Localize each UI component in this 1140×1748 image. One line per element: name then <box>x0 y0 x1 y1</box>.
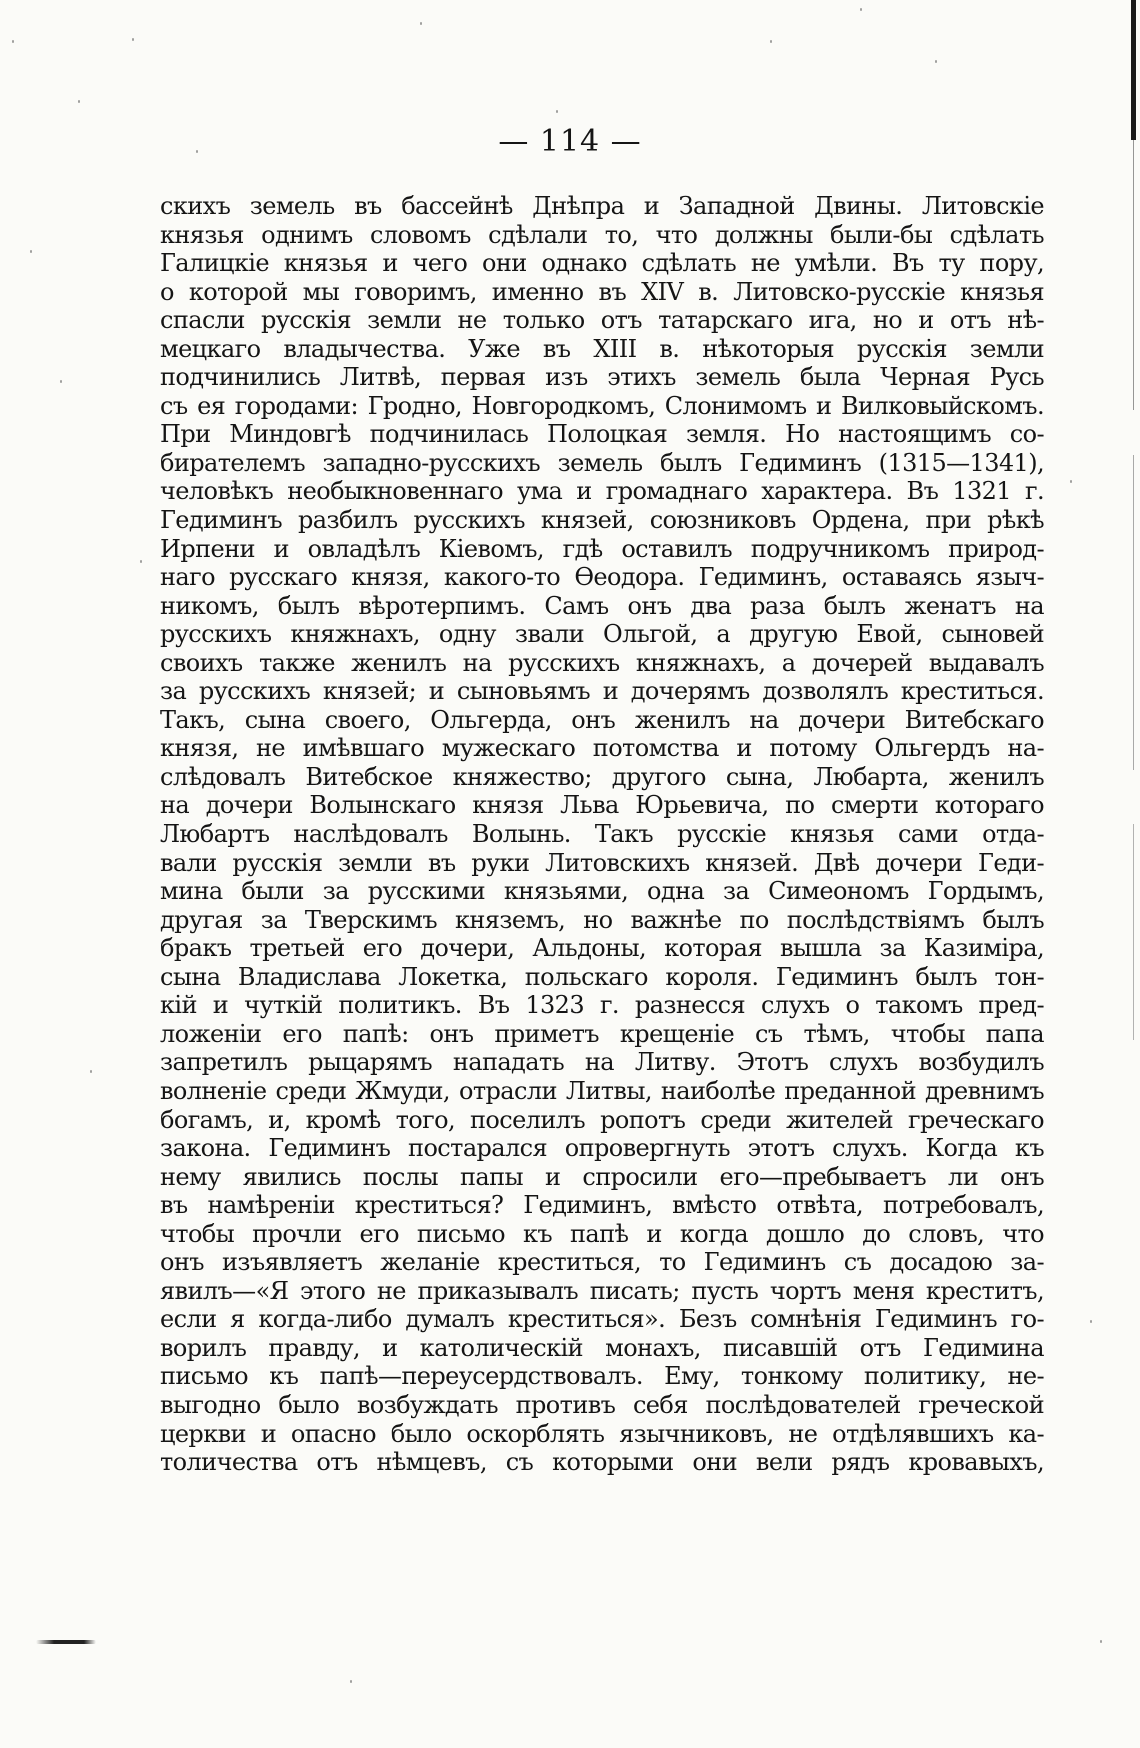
text-line: явилъ—«Я этого не приказывалъ писать; пусть чортъ меня креститъ, <box>160 1276 1044 1305</box>
text-line: мецкаго владычества. Уже въ XIII в. нѣкоторыя русскія земли <box>160 334 1044 363</box>
scan-speck <box>420 22 422 25</box>
text-line: письмо къ папѣ—переусердствовалъ. Ему, тонкому политику, не- <box>160 1362 1044 1391</box>
text-line: При Миндовгѣ подчинилась Полоцкая земля. Но настоящимъ со- <box>160 420 1044 449</box>
text-line: князя, не имѣвшаго мужескаго потомства и потому Ольгердъ на- <box>160 734 1044 763</box>
scan-speck <box>1090 1320 1092 1323</box>
text-line: своихъ также женилъ на русскихъ княжнахъ, а дочерей выдавалъ <box>160 648 1044 677</box>
text-line: подчинились Литвѣ, первая изъ этихъ земель была Черная Русь <box>160 363 1044 392</box>
text-line: о которой мы говоримъ, именно въ XIV в. Литовско-русскіе князья <box>160 277 1044 306</box>
text-line: никомъ, былъ вѣротерпимъ. Самъ онъ два раза былъ женатъ на <box>160 591 1044 620</box>
text-line: за русскихъ князей; и сыновьямъ и дочерямъ дозволялъ креститься. <box>160 677 1044 706</box>
text-line: на дочери Волынскаго князя Льва Юрьевича, по смерти котораго <box>160 791 1044 820</box>
scan-speck <box>556 110 558 113</box>
scan-speck <box>935 60 937 63</box>
page-number: — 114 — <box>498 124 642 159</box>
text-line: запретилъ рыцарямъ нападать на Литву. Этотъ слухъ возбудилъ <box>160 1048 1044 1077</box>
text-line: выгодно было возбуждать противъ себя послѣдователей греческой <box>160 1390 1044 1419</box>
text-line: вали русскія земли въ руки Литовскихъ князей. Двѣ дочери Геди- <box>160 848 1044 877</box>
text-line: богамъ, и, кромѣ того, поселилъ ропотъ среди жителей греческаго <box>160 1105 1044 1134</box>
scan-speck <box>132 38 134 41</box>
text-line: Ирпени и овладѣлъ Кіевомъ, гдѣ оставилъ подручникомъ природ- <box>160 534 1044 563</box>
text-line: бирателемъ западно-русскихъ земель былъ Гедиминъ (1315—1341), <box>160 448 1044 477</box>
text-line: ложеніи его папѣ: онъ приметъ крещеніе съ тѣмъ, чтобы папа <box>160 1019 1044 1048</box>
text-line: Такъ, сына своего, Ольгерда, онъ женилъ на дочери Витебскаго <box>160 705 1044 734</box>
scan-speck <box>78 100 80 103</box>
page-edge-line <box>1133 140 1134 1040</box>
text-line: Галицкіе князья и чего они однако сдѣлать не умѣли. Въ ту пору, <box>160 249 1044 278</box>
text-line: сына Владислава Локетка, польскаго короля. Гедиминъ былъ тон- <box>160 962 1044 991</box>
scan-speck <box>30 250 32 253</box>
scan-speck <box>90 1070 92 1073</box>
text-line: наго русскаго князя, какого-то Ѳеодора. Гедиминъ, оставаясь языч- <box>160 563 1044 592</box>
text-line: кій и чуткій политикъ. Въ 1323 г. разнесся слухъ о такомъ пред- <box>160 991 1044 1020</box>
text-line: Гедиминъ разбилъ русскихъ князей, союзниковъ Ордена, при рѣкѣ <box>160 506 1044 535</box>
scan-speck <box>350 1680 352 1683</box>
scan-speck <box>12 40 14 43</box>
scan-speck <box>60 380 62 383</box>
text-line: ворилъ правду, и католическій монахъ, писавшій отъ Гедимина <box>160 1333 1044 1362</box>
margin-ink-mark <box>36 1640 96 1644</box>
page-edge-shadow <box>1131 0 1136 140</box>
text-line: скихъ земель въ бассейнѣ Днѣпра и Западной Двины. Литовскіе <box>160 192 1044 220</box>
scan-speck <box>770 40 772 43</box>
text-line: другая за Тверскимъ княземъ, но важнѣе по послѣдствіямъ былъ <box>160 905 1044 934</box>
text-line: въ намѣреніи креститься? Гедиминъ, вмѣсто отвѣта, потребовалъ, <box>160 1191 1044 1220</box>
text-line: бракъ третьей его дочери, Альдоны, которая вышла за Казиміра, <box>160 934 1044 963</box>
text-line: если я когда-либо думалъ креститься». Безъ сомнѣнія Гедиминъ го- <box>160 1305 1044 1334</box>
scan-speck <box>1070 480 1072 483</box>
text-line: церкви и опасно было оскорблять язычниковъ, не отдѣлявшихъ ка- <box>160 1419 1044 1448</box>
text-line: нему явились послы папы и спросили его—пребываетъ ли онъ <box>160 1162 1044 1191</box>
text-line: Любартъ наслѣдовалъ Волынь. Такъ русскіе князья сами отда- <box>160 820 1044 849</box>
text-line: русскихъ княжнахъ, одну звали Ольгой, а другую Евой, сыновей <box>160 620 1044 649</box>
text-line: слѣдовалъ Витебское княжество; другого сына, Любарта, женилъ <box>160 762 1044 791</box>
text-line: онъ изъявляетъ желаніе креститься, то Гедиминъ съ досадою за- <box>160 1248 1044 1277</box>
text-line: человѣкъ необыкновеннаго ума и громаднаго характера. Въ 1321 г. <box>160 477 1044 506</box>
text-line: спасли русскія земли не только отъ татарскаго ига, но и отъ нѣ- <box>160 306 1044 335</box>
text-line: мина были за русскими князьями, одна за Симеономъ Гордымъ, <box>160 877 1044 906</box>
text-line: волненіе среди Жмуди, отрасли Литвы, наиболѣе преданной древнимъ <box>160 1076 1044 1105</box>
text-line: чтобы прочли его письмо къ папѣ и когда дошло до словъ, что <box>160 1219 1044 1248</box>
body-text <box>160 192 1044 1477</box>
scan-speck <box>860 8 862 11</box>
text-line: закона. Гедиминъ постарался опровергнуть этотъ слухъ. Когда къ <box>160 1134 1044 1163</box>
text-line: толичества отъ нѣмцевъ, съ которыми они вели рядъ кровавыхъ, <box>160 1448 1044 1477</box>
text-line: князья однимъ словомъ сдѣлали то, что должны были-бы сдѣлать <box>160 220 1044 249</box>
text-line: съ ея городами: Гродно, Новгородкомъ, Слонимомъ и Вилковыйскомъ. <box>160 391 1044 420</box>
scan-speck <box>1100 1640 1102 1643</box>
scan-speck <box>140 560 142 563</box>
